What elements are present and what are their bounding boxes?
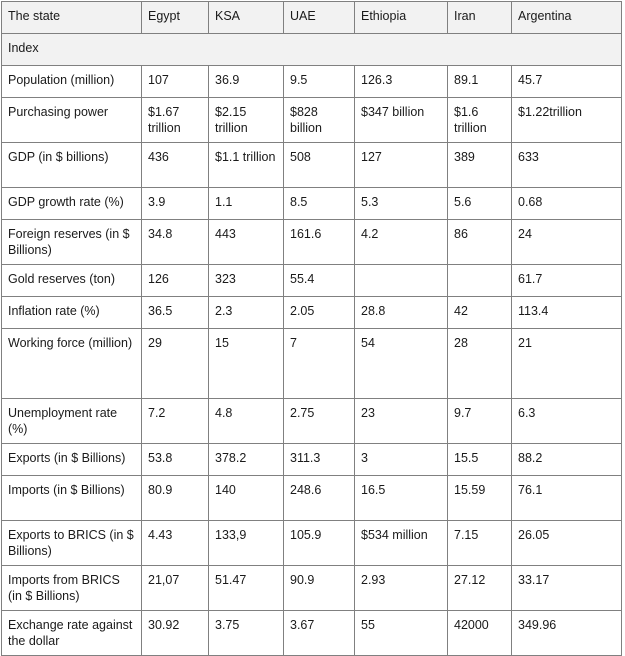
- value-cell: 30.92: [142, 611, 209, 656]
- value-cell: [448, 265, 512, 297]
- value-cell: 0.68: [512, 188, 622, 220]
- value-cell: 15.59: [448, 476, 512, 521]
- value-cell: 9.7: [448, 399, 512, 444]
- row-label-cell: Population (million): [2, 66, 142, 98]
- value-cell: 36.5: [142, 297, 209, 329]
- value-cell: 55.4: [284, 265, 355, 297]
- value-cell: 21,07: [142, 566, 209, 611]
- value-cell: $1.1 trillion: [209, 143, 284, 188]
- value-cell: 8.5: [284, 188, 355, 220]
- value-cell: 21: [512, 329, 622, 399]
- value-cell: 27.12: [448, 566, 512, 611]
- value-cell: 5.3: [355, 188, 448, 220]
- value-cell: 2.3: [209, 297, 284, 329]
- value-cell: 45.7: [512, 66, 622, 98]
- row-label-cell: Exchange rate against the dollar: [2, 611, 142, 656]
- value-cell: 34.8: [142, 220, 209, 265]
- row-label-cell: Imports (in $ Billions): [2, 476, 142, 521]
- value-cell: 4.2: [355, 220, 448, 265]
- table-row: [2, 444, 622, 476]
- value-cell: 2.05: [284, 297, 355, 329]
- value-cell: 2.93: [355, 566, 448, 611]
- value-cell: 23: [355, 399, 448, 444]
- value-cell: 349.96: [512, 611, 622, 656]
- value-cell: 107: [142, 66, 209, 98]
- row-label-cell: GDP growth rate (%): [2, 188, 142, 220]
- table-row: [2, 98, 622, 143]
- value-cell: 4.43: [142, 521, 209, 566]
- row-label-cell: Exports to BRICS (in $ Billions): [2, 521, 142, 566]
- value-cell: 89.1: [448, 66, 512, 98]
- header-cell: Argentina: [512, 2, 622, 34]
- table-row: [2, 265, 622, 297]
- value-cell: 436: [142, 143, 209, 188]
- row-label-cell: Inflation rate (%): [2, 297, 142, 329]
- value-cell: 389: [448, 143, 512, 188]
- value-cell: 7.2: [142, 399, 209, 444]
- value-cell: 133,9: [209, 521, 284, 566]
- value-cell: 15.5: [448, 444, 512, 476]
- value-cell: 3: [355, 444, 448, 476]
- value-cell: 4.8: [209, 399, 284, 444]
- value-cell: 80.9: [142, 476, 209, 521]
- table-row: [2, 220, 622, 265]
- value-cell: 127: [355, 143, 448, 188]
- value-cell: 5.6: [448, 188, 512, 220]
- value-cell: 9.5: [284, 66, 355, 98]
- value-cell: 36.9: [209, 66, 284, 98]
- value-cell: 42000: [448, 611, 512, 656]
- value-cell: 86: [448, 220, 512, 265]
- value-cell: 161.6: [284, 220, 355, 265]
- value-cell: 90.9: [284, 566, 355, 611]
- table-row: [2, 521, 622, 566]
- value-cell: 3.75: [209, 611, 284, 656]
- value-cell: 15: [209, 329, 284, 399]
- row-label-cell: Purchasing power: [2, 98, 142, 143]
- value-cell: 126.3: [355, 66, 448, 98]
- value-cell: $2.15 trillion: [209, 98, 284, 143]
- value-cell: 6.3: [512, 399, 622, 444]
- value-cell: 28: [448, 329, 512, 399]
- value-cell: $347 billion: [355, 98, 448, 143]
- value-cell: 113.4: [512, 297, 622, 329]
- value-cell: 28.8: [355, 297, 448, 329]
- row-label-cell: Exports (in $ Billions): [2, 444, 142, 476]
- value-cell: 33.17: [512, 566, 622, 611]
- row-label-cell: Unemployment rate (%): [2, 399, 142, 444]
- row-label-cell: Gold reserves (ton): [2, 265, 142, 297]
- value-cell: $828 billion: [284, 98, 355, 143]
- section-label: Index: [2, 34, 622, 66]
- row-label-cell: Imports from BRICS (in $ Billions): [2, 566, 142, 611]
- table-row: [2, 66, 622, 98]
- value-cell: 88.2: [512, 444, 622, 476]
- value-cell: 53.8: [142, 444, 209, 476]
- comparison-table: [1, 1, 622, 656]
- value-cell: 3.9: [142, 188, 209, 220]
- value-cell: 29: [142, 329, 209, 399]
- header-cell: KSA: [209, 2, 284, 34]
- header-row: [2, 2, 622, 34]
- header-cell: Ethiopia: [355, 2, 448, 34]
- table-container: [1, 1, 622, 656]
- value-cell: 3.67: [284, 611, 355, 656]
- value-cell: 42: [448, 297, 512, 329]
- value-cell: 443: [209, 220, 284, 265]
- row-label-cell: GDP (in $ billions): [2, 143, 142, 188]
- value-cell: 508: [284, 143, 355, 188]
- table-row: [2, 611, 622, 656]
- value-cell: 378.2: [209, 444, 284, 476]
- table-row: [2, 399, 622, 444]
- value-cell: 311.3: [284, 444, 355, 476]
- table-row: [2, 329, 622, 399]
- row-label-cell: Foreign reserves (in $ Billions): [2, 220, 142, 265]
- header-cell: Egypt: [142, 2, 209, 34]
- value-cell: $534 million: [355, 521, 448, 566]
- header-cell: UAE: [284, 2, 355, 34]
- value-cell: 7: [284, 329, 355, 399]
- value-cell: 54: [355, 329, 448, 399]
- value-cell: 323: [209, 265, 284, 297]
- value-cell: $1.67 trillion: [142, 98, 209, 143]
- value-cell: 633: [512, 143, 622, 188]
- value-cell: 105.9: [284, 521, 355, 566]
- value-cell: $1.22trillion: [512, 98, 622, 143]
- value-cell: 26.05: [512, 521, 622, 566]
- header-cell: The state: [2, 2, 142, 34]
- row-label-cell: Working force (million): [2, 329, 142, 399]
- value-cell: 76.1: [512, 476, 622, 521]
- value-cell: 140: [209, 476, 284, 521]
- table-row: [2, 566, 622, 611]
- table-row: [2, 188, 622, 220]
- value-cell: 16.5: [355, 476, 448, 521]
- value-cell: 51.47: [209, 566, 284, 611]
- value-cell: 248.6: [284, 476, 355, 521]
- table-row: [2, 476, 622, 521]
- table-row: [2, 297, 622, 329]
- value-cell: 2.75: [284, 399, 355, 444]
- value-cell: 55: [355, 611, 448, 656]
- value-cell: 126: [142, 265, 209, 297]
- table-row: [2, 143, 622, 188]
- value-cell: 61.7: [512, 265, 622, 297]
- value-cell: $1.6 trillion: [448, 98, 512, 143]
- header-cell: Iran: [448, 2, 512, 34]
- value-cell: 24: [512, 220, 622, 265]
- value-cell: 7.15: [448, 521, 512, 566]
- value-cell: 1.1: [209, 188, 284, 220]
- section-row: [2, 34, 622, 66]
- value-cell: [355, 265, 448, 297]
